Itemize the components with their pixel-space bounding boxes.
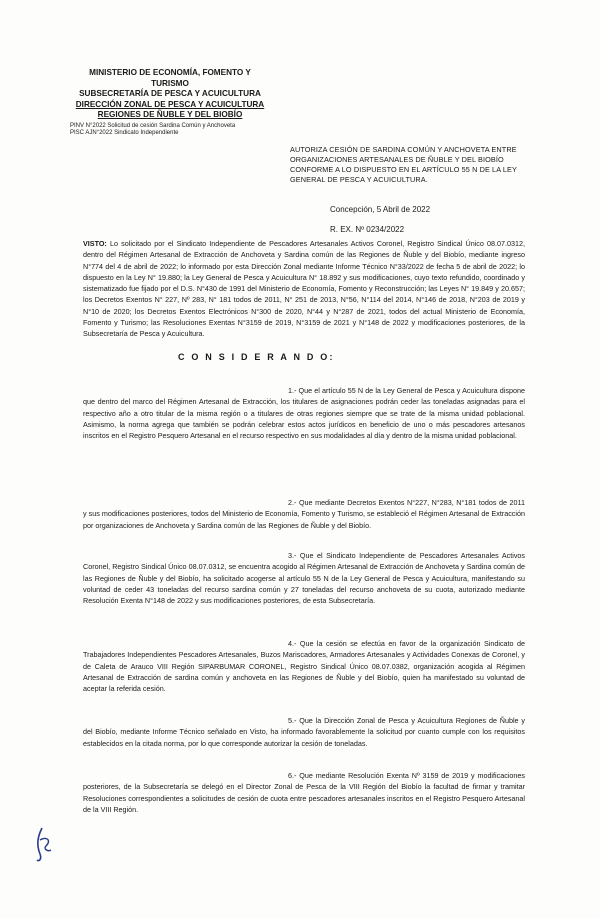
considerando-6-text: 6.- Que mediante Resolución Exenta Nº 3159 de 2019 y modificaciones posteriores, de la Subsecretaría se delegó en el Director Zonal de Pesca de la VIII Región del Biobío la facultad de firmar y tramitar Resoluciones correspondientes a solicitudes de cesión de cuota entre pescadores artesanales inscritos en el Registro Pesquero Artesanal de la VIII Región.	[83, 771, 525, 814]
resolution-subject: AUTORIZA CESIÓN DE SARDINA COMÚN Y ANCHOVETA ENTRE ORGANIZACIONES ARTESANALES DE ÑUBLE Y DEL BIOBÍO CONFORME A LO DISPUESTO EN EL ARTÍCULO 55 N DE LA LEY GENERAL DE PESCA Y ACUICULTURA.	[290, 145, 517, 184]
subsecretariat-name: SUBSECRETARÍA DE PESCA Y ACUICULTURA	[79, 89, 261, 98]
visto-text: Lo solicitado por el Sindicato Independiente de Pescadores Artesanales Activos Coronel, Registro Sindical Único 08.07.0312, dentro del Régimen Artesanal de Extracción de Anchoveta y Sardina común de las Regiones de Ñuble y del Biobío, mediante ingreso N°774 del 4 de abril de 2022; lo informado por esta Dirección Zonal mediante Informe Técnico N°33/2022 de fecha 5 de abril de 2022; lo dispuesto en la Ley N° 19.880; la Ley General de Pesca y Acuicultura N° 18.892 y sus modificaciones, cuyo texto refundido, coordinado y sistematizado fue fijado por el D.S. N°430 de 1991 del Ministerio de Economía, Fomento y Reconstrucción; las Leyes N° 19.849 y 20.657; los Decretos Exentos N° 227, Nº 283, N° 181 todos de 2011, N° 251 de 2013, N°56, N°114 del 2014, N°146 de 2018, N°203 de 2019 y N°10 de 2020; los Decretos Exentos Electrónicos N°300 de 2020, N°44 y N°287 de 2021, todos del actual Ministerio de Economía, Fomento y Turismo; las Resoluciones Exentas N°3159 de 2019, N°3159 de 2021 y N°148 de 2022 y modificaciones posteriores, de la Subsecretaría de Pesca y Acuicultura.	[83, 239, 526, 339]
reference-line-2: PISC AJN°2022 Sindicato Independiente	[70, 129, 179, 136]
considerando-item-6	[83, 770, 525, 815]
issuer-header	[70, 68, 270, 137]
considerando-item-2	[83, 497, 525, 531]
considerando-item-5	[83, 715, 525, 749]
considerando-item-3	[83, 550, 525, 606]
directorate-name: DIRECCIÓN ZONAL DE PESCA Y ACUICULTURA	[75, 99, 265, 109]
considerando-1-text: 1.- Que el artículo 55 N de la Ley General de Pesca y Acuicultura dispone que dentro del marco del Régimen Artesanal de Extracción, los titulares de asignaciones podrán ceder las toneladas asignadas para el respectivo año a otro titular de la misma región o a titulares de otras regiones siempre que se trate de la misma unidad poblacional. Asimismo, la norma agrega que también se podrán celebrar estos actos jurídicos en beneficio de uno o más pescadores artesanos inscritos en el Registro Pesquero Artesanal en el recurso respectivo en sus modalidades al día y dentro de la misma unidad poblacional.	[83, 386, 525, 441]
considerando-5-text: 5.- Que la Dirección Zonal de Pesca y Acuicultura Regiones de Ñuble y del Biobío, mediante Informe Técnico señalado en Visto, ha informado favorablemente la solicitud por cuanto cumple con los requisitos establecidos en la citada norma, por lo que corresponde autorizar la cesión de toneladas.	[83, 716, 525, 748]
visto-label: VISTO:	[83, 239, 107, 248]
reference-lines	[70, 123, 270, 137]
considerando-4-text: 4.- Que la cesión se efectúa en favor de la organización Sindicato de Trabajadores Independientes Pescadores Artesanales, Buzos Mariscadores, Armadores Artesanales y Actividades Conexas de Coronel, y de Caleta de Arauco VIII Región SIPARBUMAR CORONEL, Registro Sindical Único 08.07.0382, organización acogida al Régimen Artesanal de Extracción de sardina común y anchoveta en las Regiones de Ñuble y del Biobío, quien ha manifestado su voluntad de aceptar la referida cesión.	[83, 639, 525, 694]
considerando-item-4	[83, 638, 525, 694]
reference-line-1: PINV N°2022 Solicitud de cesión Sardina Común y Anchoveta	[70, 122, 236, 129]
handwritten-initials	[28, 826, 58, 864]
regions-name: REGIONES DE ÑUBLE Y DEL BIOBÍO	[97, 110, 243, 119]
considerando-2-text: 2.- Que mediante Decretos Exentos N°227, N°283, N°181 todos de 2011 y sus modificaciones posteriores, todos del Ministerio de Economía, Fomento y Turismo, se estableció el Régimen Artesanal de Extracción por organizaciones de Anchoveta y Sardina común de las Regiones de Ñuble y del Biobío.	[83, 498, 525, 530]
place-date: Concepción, 5 Abril de 2022	[330, 205, 431, 214]
considerando-item-1	[83, 385, 525, 441]
resolution-number: R. EX. Nº 0234/2022	[330, 225, 405, 234]
ministry-name: MINISTERIO DE ECONOMÍA, FOMENTO Y TURISMO	[89, 68, 251, 88]
considerando-3-text: 3.- Que el Sindicato Independiente de Pescadores Artesanales Activos Coronel, Registro Sindical Único 08.07.0312, se encuentra acogido al Régimen Artesanal de Extracción de Anchoveta y Sardina común de las Regiones de Ñuble y del Biobío, ha solicitado acogerse al artículo 55 N de la Ley General de Pesca y Acuicultura, manifestando su voluntad de ceder 43 toneladas del recurso sardina común y 27 toneladas del recurso anchoveta de su cuota, autorizado mediante Resolución Exenta N°148 de 2022 y sus modificaciones posteriores, de esta Subsecretaría.	[83, 551, 525, 606]
considerando-heading: C O N S I D E R A N D O:	[178, 352, 335, 362]
visto-paragraph	[83, 238, 525, 340]
